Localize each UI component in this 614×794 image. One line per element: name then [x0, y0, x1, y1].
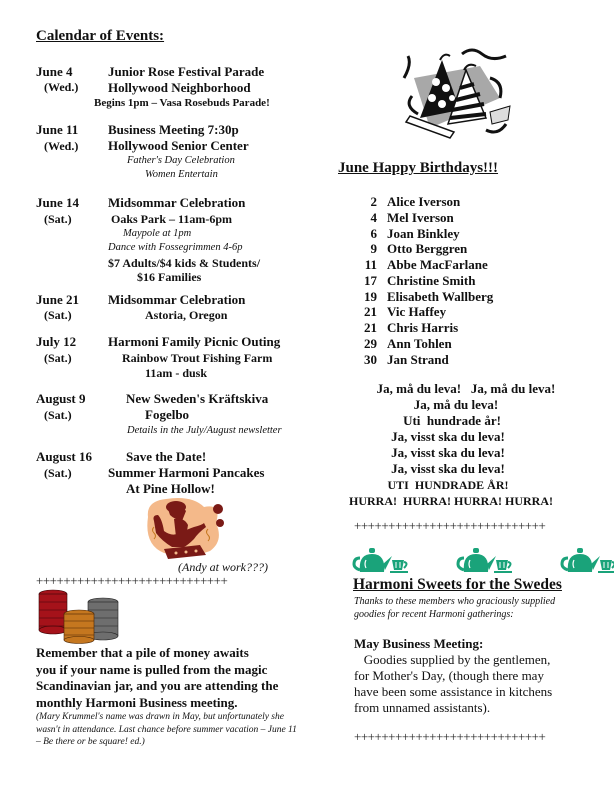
birthday-name: Mel Iverson	[387, 209, 454, 225]
event-price: $16 Families	[137, 270, 202, 284]
money-jar-text	[36, 645, 278, 711]
sweets-body-line: have been some assistance in kitchens	[354, 684, 553, 699]
song-line: Ja, visst ska du leva!	[391, 429, 505, 444]
birthday-day: 29	[364, 336, 377, 352]
song-line: HURRA! HURRA! HURRA! HURRA!	[349, 494, 553, 508]
divider: ++++++++++++++++++++++++++++	[354, 518, 546, 533]
event-location: Hollywood Neighborhood	[108, 80, 251, 95]
birthday-name: Christine Smith	[387, 272, 476, 288]
money-note	[36, 711, 297, 749]
event-title: Junior Rose Festival Parade	[108, 64, 265, 79]
birthday-list	[347, 194, 493, 368]
event-day: (Sat.)	[44, 212, 72, 226]
money-note-line: wasn't in attendance. Last chance before summer vacation – June 11	[36, 724, 297, 735]
birthday-name: Alice Iverson	[387, 193, 461, 209]
teapot-row	[352, 546, 614, 574]
event-day: (Sat.)	[44, 408, 72, 422]
birthday-name: Jan Strand	[387, 351, 449, 367]
sweets-body-line: Goodies supplied by the gentlemen,	[354, 652, 551, 667]
birthday-item	[347, 352, 493, 368]
birthday-item	[347, 194, 493, 210]
birthday-day: 30	[364, 351, 377, 367]
birthday-day: 11	[364, 257, 377, 273]
sweets-intro	[354, 595, 555, 621]
sweets-heading: May Business Meeting:	[354, 636, 484, 651]
birthday-name: Joan Binkley	[387, 225, 460, 241]
event-day: (Wed.)	[44, 139, 79, 153]
event-location: Astoria, Oregon	[145, 308, 228, 322]
sweets-body-line: for Mother's Day, (though there may	[354, 668, 544, 683]
event-title: Midsommar Celebration	[108, 195, 246, 210]
birthdays-title: June Happy Birthdays!!!	[338, 160, 499, 176]
birthday-day: 2	[370, 193, 377, 209]
birthday-day: 6	[370, 225, 377, 241]
song-line: Uti hundrade år!	[403, 413, 501, 428]
birthday-name: Vic Haffey	[387, 304, 447, 320]
divider: ++++++++++++++++++++++++++++	[354, 729, 546, 744]
birthday-name: Abbe MacFarlane	[387, 257, 488, 273]
event-note: Father's Day Celebration	[127, 155, 235, 166]
sweets-intro-line: Thanks to these members who graciously supplied	[354, 596, 556, 607]
birthday-item	[347, 336, 493, 352]
birthday-day: 21	[364, 320, 377, 336]
birthday-day: 4	[370, 209, 377, 225]
event-date: June 11	[36, 122, 79, 137]
birthday-day: 21	[364, 304, 377, 320]
birthday-day: 17	[364, 272, 377, 288]
coins-illustration	[35, 588, 127, 644]
song-line: UTI HUNDRADE ÅR!	[387, 478, 509, 492]
event-title: Harmoni Family Picnic Outing	[108, 334, 281, 349]
event-detail: Begins 1pm – Vasa Rosebuds Parade!	[94, 97, 270, 109]
event-location: Oaks Park – 11am-6pm	[111, 212, 233, 226]
event-date: June 21	[36, 292, 79, 307]
sweets-body-line: from unnamed assistants).	[354, 700, 491, 715]
song-line: Ja, må du leva!	[413, 397, 499, 412]
event-note: Dance with Fossegrimmen 4-6p	[108, 242, 243, 253]
money-line: monthly Harmoni Business meeting.	[36, 694, 238, 710]
calendar-title: Calendar of Events:	[36, 28, 165, 44]
event-day: (Sat.)	[44, 351, 72, 365]
birthday-day: 9	[370, 241, 377, 257]
event-note: Details in the July/August newsletter	[127, 425, 282, 436]
birthday-item	[347, 241, 493, 257]
birthday-item	[347, 289, 493, 305]
teapot-icon	[456, 546, 514, 574]
chef-caption: (Andy at work???)	[178, 560, 268, 574]
divider: ++++++++++++++++++++++++++++	[36, 573, 228, 588]
birthday-item	[347, 257, 493, 273]
event-title: New Sweden's Kräftskiva	[126, 391, 269, 406]
event-date: August 16	[36, 449, 92, 464]
sweets-title: Harmoni Sweets for the Swedes	[353, 576, 562, 593]
event-day: (Sat.)	[44, 466, 72, 480]
chef-illustration	[142, 497, 238, 563]
birthday-day: 19	[364, 288, 377, 304]
sweets-intro-line: goodies for recent Harmoni gatherings:	[354, 609, 514, 620]
event-note: Women Entertain	[145, 169, 218, 180]
money-line: you if your name is pulled from the magic	[36, 661, 268, 677]
event-day: (Sat.)	[44, 308, 72, 322]
money-line: Scandinavian jar, and you are attending the	[36, 678, 279, 693]
money-note-line: – Be there or be square! ed.)	[36, 737, 145, 747]
party-hats-illustration	[400, 48, 512, 144]
event-price: $7 Adults/$4 kids & Students/	[108, 256, 261, 270]
birthday-item	[347, 305, 493, 321]
event-date: August 9	[36, 391, 86, 406]
song-line: Ja, visst ska du leva!	[391, 445, 505, 460]
teapot-icon	[560, 546, 614, 574]
teapot-icon	[352, 546, 410, 574]
event-note: Maypole at 1pm	[123, 228, 192, 239]
event-location: Hollywood Senior Center	[108, 138, 249, 153]
event-title: Business Meeting 7:30p	[108, 122, 239, 137]
money-note-line: (Mary Krummel's name was drawn in May, but unfortunately she	[36, 712, 284, 722]
birthday-item	[347, 273, 493, 289]
event-time: 11am - dusk	[145, 366, 208, 380]
event-subtitle: Summer Harmoni Pancakes	[108, 465, 265, 480]
money-line: Remember that a pile of money awaits	[36, 645, 249, 660]
birthday-name: Elisabeth Wallberg	[387, 288, 494, 304]
birthday-song	[346, 381, 586, 509]
event-date: June 14	[36, 195, 79, 210]
event-date: June 4	[36, 64, 73, 79]
birthday-item	[347, 320, 493, 336]
birthday-name: Ann Tohlen	[387, 336, 452, 352]
birthday-name: Chris Harris	[387, 320, 459, 336]
song-line: Ja, visst ska du leva!	[391, 461, 505, 476]
birthday-item	[347, 226, 493, 242]
birthday-item	[347, 210, 493, 226]
song-line: Ja, må du leva! Ja, må du leva!	[376, 381, 556, 396]
event-title: Midsommar Celebration	[108, 292, 246, 307]
event-day: (Wed.)	[44, 80, 79, 94]
event-location: Fogelbo	[145, 407, 190, 422]
event-title: Save the Date!	[126, 449, 207, 464]
event-location: Rainbow Trout Fishing Farm	[122, 351, 273, 365]
event-date: July 12	[36, 334, 77, 349]
birthday-name: Otto Berggren	[387, 241, 468, 257]
sweets-body	[354, 652, 552, 716]
event-location: At Pine Hollow!	[126, 481, 215, 496]
